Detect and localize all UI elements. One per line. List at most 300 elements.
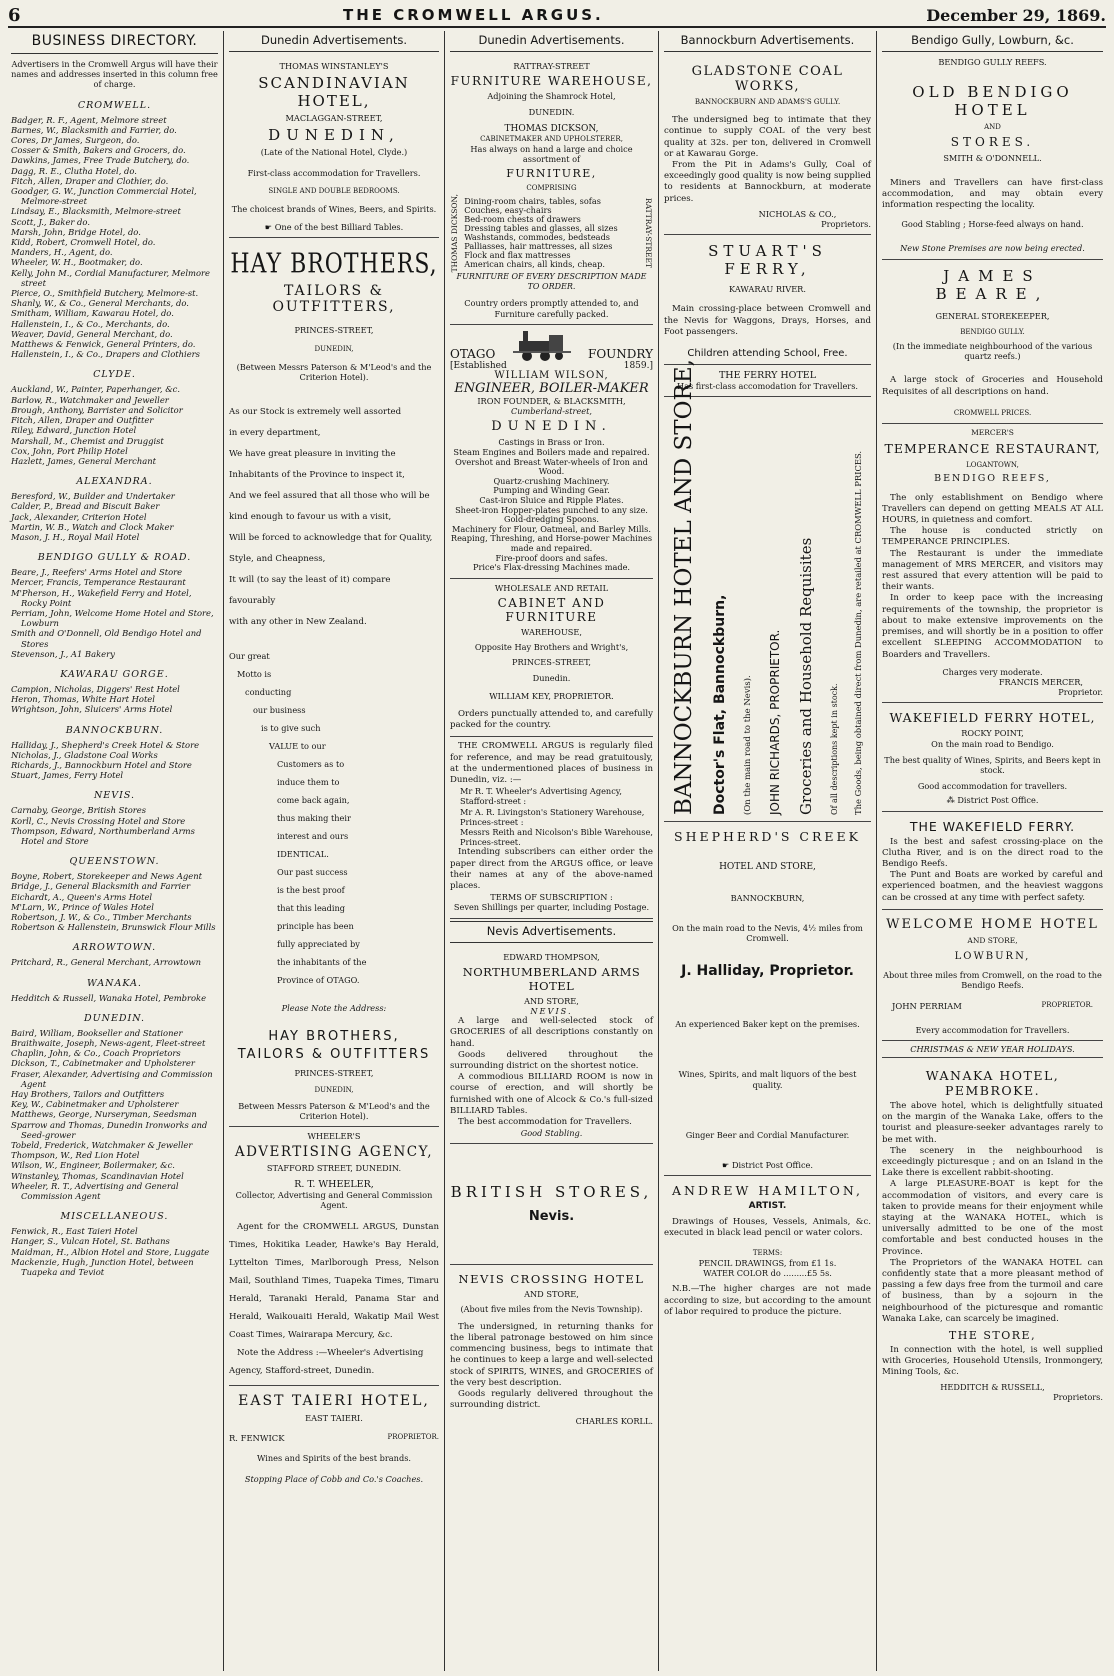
ad-text: PRINCES-STREET, [294,1068,374,1079]
ad-text: AND STORE, [524,1289,579,1300]
directory-place-heading: MISCELLANEOUS. [60,1211,169,1223]
hay-motto [229,647,439,989]
ad-text: Proprietors. [821,219,871,230]
directory-entry: Robertson & Hallenstein, Brunswick Flour Mills [11,922,216,933]
ad-text: HOTEL AND STORE, [719,862,816,873]
directory-place-heading: ARROWTOWN. [72,942,157,954]
ad-text: LOGANTOWN, [966,461,1019,470]
ad-title: ADVERTISING AGENCY, [234,1144,434,1161]
ad-text: From the Pit in Adams's Gully, Coal of exceedingly good quality is now being supplied to residents at Bannockburn, at moderate prices. [664,160,871,204]
ad-text: Charges very moderate. [942,666,1043,677]
ad-text: CROMWELL PRICES. [953,408,1032,417]
directory-entry: Kidd, Robert, Cromwell Hotel, do. [11,237,156,248]
welcome-home-hotel-ad [882,910,1103,1041]
furniture-item: Washstands, commodes, bedsteads [464,231,611,242]
filing-place: Messrs Reith and Nicolson's Bible Warehouse, Princes-street. [460,827,653,848]
ad-text: Has always on hand a large and choice assortment of [470,144,633,165]
directory-entry: Fraser, Alexander, Advertising and Commission Agent [11,1068,213,1089]
ad-text: Good accommodation for travellers. [917,781,1068,792]
directory-entry: Matthews, George, Nurseryman, Seedsman [11,1109,197,1120]
directory-entry: Key, W., Cabinetmaker and Upholsterer [11,1099,179,1110]
directory-entry: Martin, W. B., Watch and Clock Maker [11,521,174,532]
directory-entry: Smith and O'Donnell, Old Bendigo Hotel and Stores [11,628,202,649]
ad-text: Wines, Spirits, and malt liquors of the best quality. [678,1069,857,1090]
ad-title: HAY BROTHERS, [230,249,438,281]
ad-text: Between Messrs Paterson & M'Leod's and the Criterion Hotel). [238,1100,430,1122]
british-stores-ad [450,1144,653,1265]
ad-text: AND [984,123,1001,132]
dunedin-advertisements-column-2 [445,31,659,1671]
ad-text: Wines and Spirits of the best brands. [256,1453,411,1464]
ad-title: WANAKA HOTEL, PEMBROKE. [925,1067,1060,1098]
ad-text: FURNITURE, [506,167,597,181]
ad-text: Dunedin. [532,672,571,683]
motto-line: conducting [245,687,292,698]
filing-place: Mr A. R. Livingston's Stationery Warehouse, Princes-street : [460,806,645,827]
directory-entry: Wrightson, John, Sluicers' Arms Hotel [11,704,173,715]
dunedin-advertisements-column [224,31,445,1671]
ad-text: (Between Messrs Paterson & M'Leod's and the Criterion Hotel). [236,361,432,383]
ad-title: EAST TAIERI HOTEL, [238,1393,430,1410]
ad-text: AND STORE, [967,935,1018,945]
bendigo-lowburn-column [877,31,1108,1671]
ad-text: DUNEDIN, [314,1085,354,1094]
ad-text: (About five miles from the Nevis Township). [460,1303,643,1314]
ad-text: An experienced Baker kept on the premises. [675,1019,860,1030]
hay-line: It will (to say the least of it) compare favourably [229,575,391,607]
directory-entry: Beresford, W., Builder and Undertaker [11,491,175,502]
directory-entry: Shanly, W., & Co., General Merchants, do. [11,298,189,309]
directory-entry: Weaver, David, General Merchant, do. [11,328,173,339]
ad-text: WILLIAM KEY, PROPRIETOR. [489,690,614,701]
foundry-item: Price's Flax-dressing Machines made. [472,562,631,573]
motto-line: principle has been [277,921,354,932]
ad-text: (On the main road to the Nevis). [743,675,754,816]
ad-text: RATTRAY-STREET [513,61,590,71]
ad-text: Opposite Hay Brothers and Wright's, [474,642,629,653]
directory-entry: Marsh, John, Bridge Hotel, do. [11,226,141,237]
directory-entry: Brough, Anthony, Barrister and Solicitor [11,404,183,415]
ad-text: The scenery in the neighbourhood is exceedingly picturesque ; and on an Island in the Lake there is excellent rabbit-shooting. [882,1145,1103,1179]
directory-entry: Braithwaite, Joseph, News-agent, Fleet-street [11,1038,206,1049]
foundry-item: Gold-dredging Spoons. [503,514,600,525]
ad-text: Every accommodation for Travellers. [915,1024,1070,1035]
motto-line: is to give such [261,723,321,734]
hay-brothers-ad [229,238,439,1127]
ad-text: The undersigned beg to intimate that they continue to supply COAL of the very best quality at 32s. per ton, delivered in Cromwell or at Kawarau Gorge. [664,115,871,159]
section-header: CHRISTMAS & NEW YEAR HOLIDAYS. [882,1041,1103,1058]
directory-entry: Baird, William, Bookseller and Stationer [11,1027,183,1038]
wheelers-agency-ad [229,1127,439,1386]
otago-foundry-ad [450,325,653,579]
directory-intro: Advertisers in the Cromwell Argus will have their names and addresses inserted in this column free of charge. [11,59,218,90]
directory-entry: Hedditch & Russell, Wanaka Hotel, Pembroke [11,992,207,1003]
ad-text: EAST TAIERI. [305,1413,363,1424]
directory-entry: Winstanley, Thomas, Scandinavian Hotel [11,1170,184,1181]
column-header: Dunedin Advertisements. [450,31,653,52]
foundry-list [450,438,653,572]
ad-text: DUNEDIN. [491,419,612,435]
directory-entry: Cores, Dr James, Surgeon, do. [11,135,140,146]
ad-text: The Punt and Boats are worked by careful and experienced boatmen, and the heaviest waggons can be crossed at any time with perfect safety. [882,870,1103,903]
ad-text: Drawings of Houses, Vessels, Animals, &c. executed in black lead pencil or water colors. [664,1217,871,1239]
ad-subtitle: Doctor's Flat, Bannockburn, [712,595,729,816]
furniture-item: Dining-room chairs, tables, sofas [464,195,601,206]
directory-entry: Barnes, W., Blacksmith and Farrier, do. [11,124,177,135]
directory-entry: Mason, J. H., Royal Mail Hotel [11,531,140,542]
ad-text: The house is conducted strictly on TEMPERANCE PRINCIPLES. [882,526,1103,548]
ad-text: (Late of the National Hotel, Clyde.) [260,147,408,158]
ad-text: SMITH & O'DONNELL. [943,153,1042,164]
ad-text: Agent for the CROMWELL ARGUS, Dunstan Times, Hokitika Leader, Hawke's Bay Herald, Lyttelton Times, Marlborough Press, Nelson Mail, Southland Times, Tuapeka Times, Timaru Herald, Taranaki Herald, Panama Star and Herald, Waikouaiti Herald, Wakatip Mail West Coast Times, Wairarapa Mercury, &c. [229,1222,439,1341]
old-bendigo-hotel-ad [882,67,1103,259]
ad-text: Main crossing-place between Cromwell and the Nevis for Waggons, Drays, Horses, and Foot passengers. [664,304,871,337]
foundry-item: Steam Engines and Boilers made and repaired. [453,447,650,458]
directory-entry: Dagg, R. E., Clutha Hotel, do. [11,165,137,176]
ad-text: One of the best Billiard Tables. [274,222,404,233]
ad-text: The Restaurant is under the immediate management of MRS MERCER, and visitors may rest assured that every attention will be paid to their wants. [882,548,1103,593]
northumberland-hotel-ad [450,948,653,1145]
column-header: BUSINESS DIRECTORY. [11,31,218,54]
directory-entry: Robertson, J. W., & Co., Timber Merchants [11,912,192,922]
motto-line: our business [253,705,306,716]
furniture-item: Palliasses, hair mattresses, all sizes [464,240,613,251]
ad-text: Cumberland-street, [510,406,593,417]
east-taieri-hotel-ad [229,1386,439,1489]
directory-entry: Auckland, W., Painter, Paperhanger, &c. [11,384,181,395]
ad-title: FOUNDRY [588,346,653,361]
ad-text: N.B.—The higher charges are not made according to size, but according to the amount of labor required to produce the picture. [664,1284,871,1317]
directory-entry: Wheeler, W. H., Bootmaker, do. [11,257,143,268]
directory-place-heading: DUNEDIN. [84,1012,145,1024]
motto-line: is the best proof [277,885,345,896]
ad-text: MERCER'S [971,428,1014,438]
ad-text: THE FERRY HOTEL [718,370,817,382]
hay-body [229,402,439,633]
directory-place-heading: CROMWELL. [77,99,152,111]
directory-list [11,100,218,1278]
ad-text: NEVIS. [530,1006,573,1017]
ad-subtitle: ENGINEER, BOILER-MAKER [454,381,649,397]
ad-text: The choicest brands of Wines, Beers, and Spirits. [231,204,437,215]
ad-text: The above hotel, which is delightfully situated on the margin of the Wanaka Lake, offers to the tourist and pleasure-seeker advantages rarely to be met with. [882,1100,1103,1145]
page-number: 6 [8,4,21,26]
directory-entry: Barlow, R., Watchmaker and Jeweller [11,394,169,405]
ad-text: Country orders promptly attended to, and Furniture carefully packed. [464,298,639,319]
mercers-restaurant-ad [882,424,1103,703]
motto-line: the inhabitants of the [277,957,367,968]
ad-text: PRINCES-STREET, [511,657,592,668]
foundry-item: Castings in Brass or Iron. [498,437,605,448]
ad-text: Stopping Place of Cobb and Co.'s Coaches. [244,1473,424,1484]
ad-text: FRANCIS MERCER, [998,676,1083,687]
ad-text: PRINCES-STREET, [294,325,374,336]
ad-title: NEVIS CROSSING HOTEL [458,1272,645,1287]
directory-entry: M'Larn, W., Prince of Wales Hotel [11,901,154,912]
motto-line: interest and ours [277,831,349,842]
ad-text: Collector, Advertising and General Commission Agent. [235,1189,433,1211]
ad-text: In order to keep pace with the increasing requirements of the township, the proprietor is about to make extensive improvements on the premises, and will shortly be in a position to offer excellent SLEEPING ACCOMMODATION to Boarders and Travellers. [882,593,1103,660]
ad-text: R. T. WHEELER, [294,1178,374,1190]
ad-text: About three miles from Cromwell, on the road to the Bendigo Reefs. [883,970,1102,991]
pointing-hand-icon: ☛ [264,222,275,233]
ad-text: DUNEDIN. [528,107,575,118]
ad-text: HEDDITCH & RUSSELL, [940,1381,1045,1392]
hay-line: in every department, [229,428,321,439]
ad-text: THE CROMWELL ARGUS is regularly filed for reference, and may be read gratuitously, at the undermentioned places of business in Dunedin, viz. :— [450,741,653,785]
directory-entry: Calder, P., Bread and Biscuit Baker [11,501,160,512]
ad-text: The Proprietors of the WANAKA HOTEL can confidently state that a more pleasant method of passing a few days free from the turmoil and care of business, than by a sojourn in the neighbourhood of the picturesque and romantic Wanaka Lake, can scarcely be imagined. [882,1257,1103,1324]
rattray-furniture-ad [450,57,653,325]
cabinet-warehouse-ad [450,579,653,738]
ad-text: COMPRISING [526,184,577,193]
ad-text: Goods regularly delivered throughout the surrounding district. [450,1389,653,1411]
foundry-item: Machinery for Flour, Oatmeal, and Barley Mills. [452,523,651,534]
ad-text: JOHN RICHARDS, PROPRIETOR. [767,630,782,816]
filing-places [450,786,653,847]
newspaper-title: THE CROMWELL ARGUS. [342,6,604,24]
ad-text: The best accommodation for Travellers. [458,1117,632,1128]
locomotive-engine-icon [509,329,575,361]
ad-text: First-class accommodation for Travellers. [247,167,421,178]
motto-line: fully appreciated by [277,939,360,950]
ad-text: New Stone Premises are now being erected. [900,243,1085,254]
ad-text: Orders punctually attended to, and carefully packed for the country. [450,708,653,731]
section-header: Nevis Advertisements. [450,921,653,943]
ad-text: Groceries and Household Requisites [796,538,815,816]
furniture-item: Dressing tables and glasses, all sizes [464,222,618,233]
ad-text: Please Note the Address: [281,1003,387,1014]
directory-entry: M'Pherson, H., Wakefield Ferry and Hotel, Rocky Point [11,587,192,608]
directory-entry: Maidman, H., Albion Hotel and Store, Luggate [11,1246,210,1257]
ad-text: BENDIGO GULLY. [960,327,1025,336]
directory-place-heading: WANAKA. [87,977,142,989]
business-directory-column [6,31,224,1671]
ad-title: NORTHUMBERLAND ARMS HOTEL [462,964,641,993]
hay-line: Style, and Cheapness, [229,554,326,565]
directory-entry: Wilson, W., Engineer, Boilermaker, &c. [11,1160,175,1171]
filing-place: Mr R. T. Wheeler's Advertising Agency, Stafford-street : [460,786,622,807]
ad-text: IRON FOUNDER, & BLACKSMITH, [477,396,626,407]
foundry-item: Cast-iron Sluice and Ripple Plates. [479,495,624,505]
hay-line: And we feel assured that all those who will be [229,491,430,502]
asterism-icon: ⁂ [946,795,958,806]
ad-title: CABINET AND FURNITURE [497,595,606,624]
scandinavian-hotel-ad [229,57,439,238]
directory-place-heading: QUEENSTOWN. [69,856,160,868]
ad-text: RATTRAY-STREET [644,197,653,268]
ad-text: EDWARD THOMPSON, [503,951,600,962]
motto-line: IDENTICAL. [277,849,329,860]
directory-entry: Marshall, M., Chemist and Druggist [11,435,164,446]
column-header: Bendigo Gully, Lowburn, &c. [882,31,1103,52]
directory-entry: Dawkins, James, Free Trade Butchery, do. [11,155,190,166]
ad-title: WELCOME HOME HOTEL [886,916,1099,932]
directory-entry: Hallenstein, I., & Co., Merchants, do. [11,318,170,329]
ad-text: Goods delivered throughout the surrounding district on the shortest notice. [450,1049,653,1072]
ad-text: Proprietor. [1058,687,1103,698]
foundry-item: Sheet-iron Hopper-plates punched to any size. [455,504,648,515]
ad-text: WATER COLOR do .........£5 5s. [703,1268,832,1279]
directory-entry: Manders, H., Agent, do. [11,247,113,258]
directory-entry: Badger, R. F., Agent, Melmore street [11,114,167,125]
motto-line: induce them to [277,777,340,788]
ad-title: HAY BROTHERS, [268,1029,400,1045]
ad-text: J. Halliday, Proprietor. [681,963,854,980]
ad-text: On the main road to the Nevis, 4½ miles from Cromwell. [672,922,863,944]
ad-text: TERMS: [752,1248,783,1257]
directory-entry: Eichardt, A., Queen's Arms Hotel [11,891,153,902]
directory-entry: Pritchard, R., General Merchant, Arrowtown [11,957,202,968]
ad-subtitle: TAILORS & OUTFITTERS, [272,283,396,316]
directory-entry: Fitch, Allen, Draper and Outfitter [11,415,154,426]
ad-text: TERMS OF SUBSCRIPTION : [490,892,613,903]
directory-entry: Tobeld, Frederick, Watchmaker & Jeweller [11,1140,193,1151]
ad-text: Nevis. [528,1209,575,1225]
directory-entry: Stuart, James, Ferry Hotel [11,770,124,781]
directory-place-heading: CLYDE. [93,369,136,381]
directory-entry: Korll, C., Nevis Crossing Hotel and Store [11,815,186,826]
foundry-item: Fire-proof doors and safes. [495,552,608,563]
directory-entry: Stevenson, J., A1 Bakery [11,648,115,659]
directory-entry: Chaplin, John, & Co., Coach Proprietors [11,1048,181,1059]
directory-entry: Richards, J., Bannockburn Hotel and Store [11,759,192,770]
hay-line: Will be forced to acknowledge that for Quality, [229,533,433,544]
ad-text: WILLIAM WILSON, [494,369,609,381]
ad-text: LOWBURN, [954,950,1031,962]
directory-entry: Lindsay, E., Blacksmith, Melmore-street [11,206,181,217]
directory-entry: Hanger, S., Vulcan Hotel, St. Bathans [11,1236,170,1247]
ad-subtitle: TAILORS & OUTFITTERS [237,1047,431,1063]
directory-place-heading: ALEXANDRA. [76,476,153,488]
directory-entry: Pierce, O., Smithfield Butchery, Melmore-st. [11,288,199,299]
ad-text: ROCKY POINT, [961,728,1024,739]
hay-line: with any other in New Zealand. [229,617,367,628]
directory-place-heading: BENDIGO GULLY & ROAD. [37,552,192,564]
issue-date: December 29, 1869. [926,5,1106,25]
ad-text: Intending subscribers can either order the paper direct from the ARGUS office, or leave their names at any of the above-named places. [450,847,653,892]
ad-text: CABINETMAKER AND UPHOLSTERER, [480,134,623,143]
foundry-item: Pumping and Winding Gear. [493,485,610,496]
foundry-item: Reaping, Threshing, and Horse-power Machines made and repaired. [450,533,653,553]
ad-text: FURNITURE OF EVERY DESCRIPTION MADE TO ORDER. [456,272,647,292]
ad-text: BANNOCKBURN AND ADAMS'S GULLY. [694,98,841,106]
wanaka-hotel-ad [882,1058,1103,1407]
ad-text: NICHOLAS & CO., [758,208,837,219]
ad-text: WHEELER'S [307,1131,361,1142]
ad-title: STUART'S FERRY, [708,242,827,279]
furniture-item: Flock and flax mattresses [464,249,571,260]
andrew-hamilton-ad [664,1176,871,1323]
ad-title: GLADSTONE COAL WORKS, [691,64,844,94]
ad-text: R. FENWICK [229,1433,285,1444]
ad-text: MACLAGGAN-STREET, [285,113,383,124]
directory-entry: Mackenzie, Hugh, Junction Hotel, between Tuapeka and Teviot [11,1256,194,1278]
directory-entry: Sparrow and Thomas, Dunedin Ironworks and Seed-grower [11,1119,208,1140]
foundry-item: Overshot and Breast Water-wheels of Iron and Wood. [455,456,648,477]
directory-place-heading: KAWARAU GORGE. [60,668,169,680]
hay-line: We have great pleasure in inviting the Inhabitants of the Province to inspect it, [229,449,405,481]
ad-text: [Established [450,360,507,371]
hay-line: kind enough to favour us with a visit, [229,512,392,523]
directory-entry: Nicholas, J., Gladstone Coal Works [11,749,158,760]
ad-text: District Post Office. [731,1160,814,1171]
ad-text: A commodious BILLIARD ROOM is now in course of erection, and will shortly be furnished with one of Alcock & Co.'s full-sized BILLIARD Tables. [450,1072,653,1116]
ad-text: The undersigned, in returning thanks for the liberal patronage bestowed on him since commencing business, begs to intimate that he continues to keep a large and well-selected stock of SPIRITS, WINES, and GROCERIES of the very best description. [450,1321,653,1388]
directory-place-heading: NEVIS. [93,790,136,802]
directory-entry: Dickson, T., Cabinetmaker and Upholsterer [11,1058,195,1069]
ad-text: A large stock of Groceries and Household Requisites of all descriptions on hand. [882,375,1103,397]
ad-text: Good Stabling. [520,1128,583,1139]
ad-text: SINGLE AND DOUBLE BEDROOMS. [268,186,400,195]
directory-entry: Heron, Thomas, White Hart Hotel [11,694,155,705]
ad-text: DUNEDIN, [314,344,354,353]
ad-text: GENERAL STOREKEEPER, [935,310,1050,321]
ad-text: CHARLES KORLL. [575,1415,653,1426]
directory-entry: Wheeler, R. T., Advertising and General Commission Agent [11,1180,179,1202]
directory-entry: Bridge, J., General Blacksmith and Farrier [11,881,191,892]
motto-line: Customers as to [277,759,345,770]
directory-entry: Goodger, G. W., Junction Commercial Hotel, Melmore-street [11,186,197,207]
ad-text: WHOLESALE AND RETAIL [494,582,609,593]
ad-text: BENDIGO REEFS, [934,473,1051,485]
column-header: Dunedin Advertisements. [229,31,439,52]
ad-text: A large PLEASURE-BOAT is kept for the accommodation of visitors, and every care is taken to provide means for their enjoyment while staying at the WANAKA HOTEL, which is universally admitted to be one of the most comfortable and best conducted houses in the Province. [882,1179,1103,1257]
directory-entry: Mercer, Francis, Temperance Restaurant [11,577,186,588]
furniture-item: American chairs, all kinds, cheap. [464,258,605,269]
ad-text: Ginger Beer and Cordial Manufacturer. [685,1129,850,1140]
directory-entry: Hallenstein, I., & Co., Drapers and Clothiers [11,349,200,360]
ad-subtitle: THE STORE, [948,1329,1037,1343]
ad-text: ARTIST. [748,1201,787,1212]
ad-text: Proprietors. [1053,1391,1103,1402]
ad-text: STORES. [950,135,1035,150]
ad-text: Note the Address :—Wheeler's Advertising Agency, Stafford-street, Dunedin. [229,1348,424,1377]
furniture-item: Couches, easy-chairs [464,204,552,215]
ad-text: In connection with the hotel, is well supplied with Groceries, Household Utensils, Ironmongery, Mining Tools, &c. [882,1345,1103,1378]
directory-entry: Campion, Nicholas, Diggers' Rest Hotel [11,683,180,694]
ad-title: OTAGO [450,346,496,361]
furniture-item: Bed-room chests of drawers [464,213,581,224]
ad-text: Miners and Travellers can have first-class accommodation, and may obtain every information respecting the locality. [882,177,1103,211]
directory-entry: Cox, John, Port Philip Hotel [11,445,128,456]
ad-text: Has first-class accomodation for Travellers. [676,381,859,392]
shepherds-creek-ad [664,822,871,1176]
motto-line: Motto is [237,669,272,680]
directory-entry: Scott, J., Baker do. [11,216,90,227]
ad-text: Adjoining the Shamrock Hotel, [487,91,616,102]
ad-title: ANDREW HAMILTON, [672,1183,863,1199]
ad-text: THOMAS DICKSON, [504,123,599,134]
ad-text: KAWARAU RIVER. [729,284,806,295]
gladstone-coal-ad [664,57,871,235]
column-header: Bannockburn Advertisements. [664,31,871,52]
ad-text: THOMAS WINSTANLEY'S [279,61,389,71]
ad-text: Seven Shillings per quarter, including Postage. [453,902,650,913]
directory-entry: Perriam, John, Welcome Home Hotel and Store, Lowburn [11,607,214,629]
directory-entry: Hazlett, James, General Merchant [11,455,156,466]
directory-place-heading: BANNOCKBURN. [65,724,164,736]
pointing-hand-icon: ☛ [721,1160,732,1171]
james-beare-ad [882,260,1103,424]
ad-text: JOHN PERRIAM [892,1000,962,1011]
motto-line: come back again, [277,795,350,806]
directory-entry: Carnaby, George, British Stores [11,805,147,816]
directory-entry: Matthews & Fenwick, General Printers, do. [11,339,196,350]
ad-text: The only establishment on Bendigo where Travellers can depend on getting MEALS AT ALL HOURS, in quietness and comfort. [882,492,1103,526]
ad-text: DUNEDIN, [268,126,400,145]
ad-title: FURNITURE WAREHOUSE, [450,74,653,89]
